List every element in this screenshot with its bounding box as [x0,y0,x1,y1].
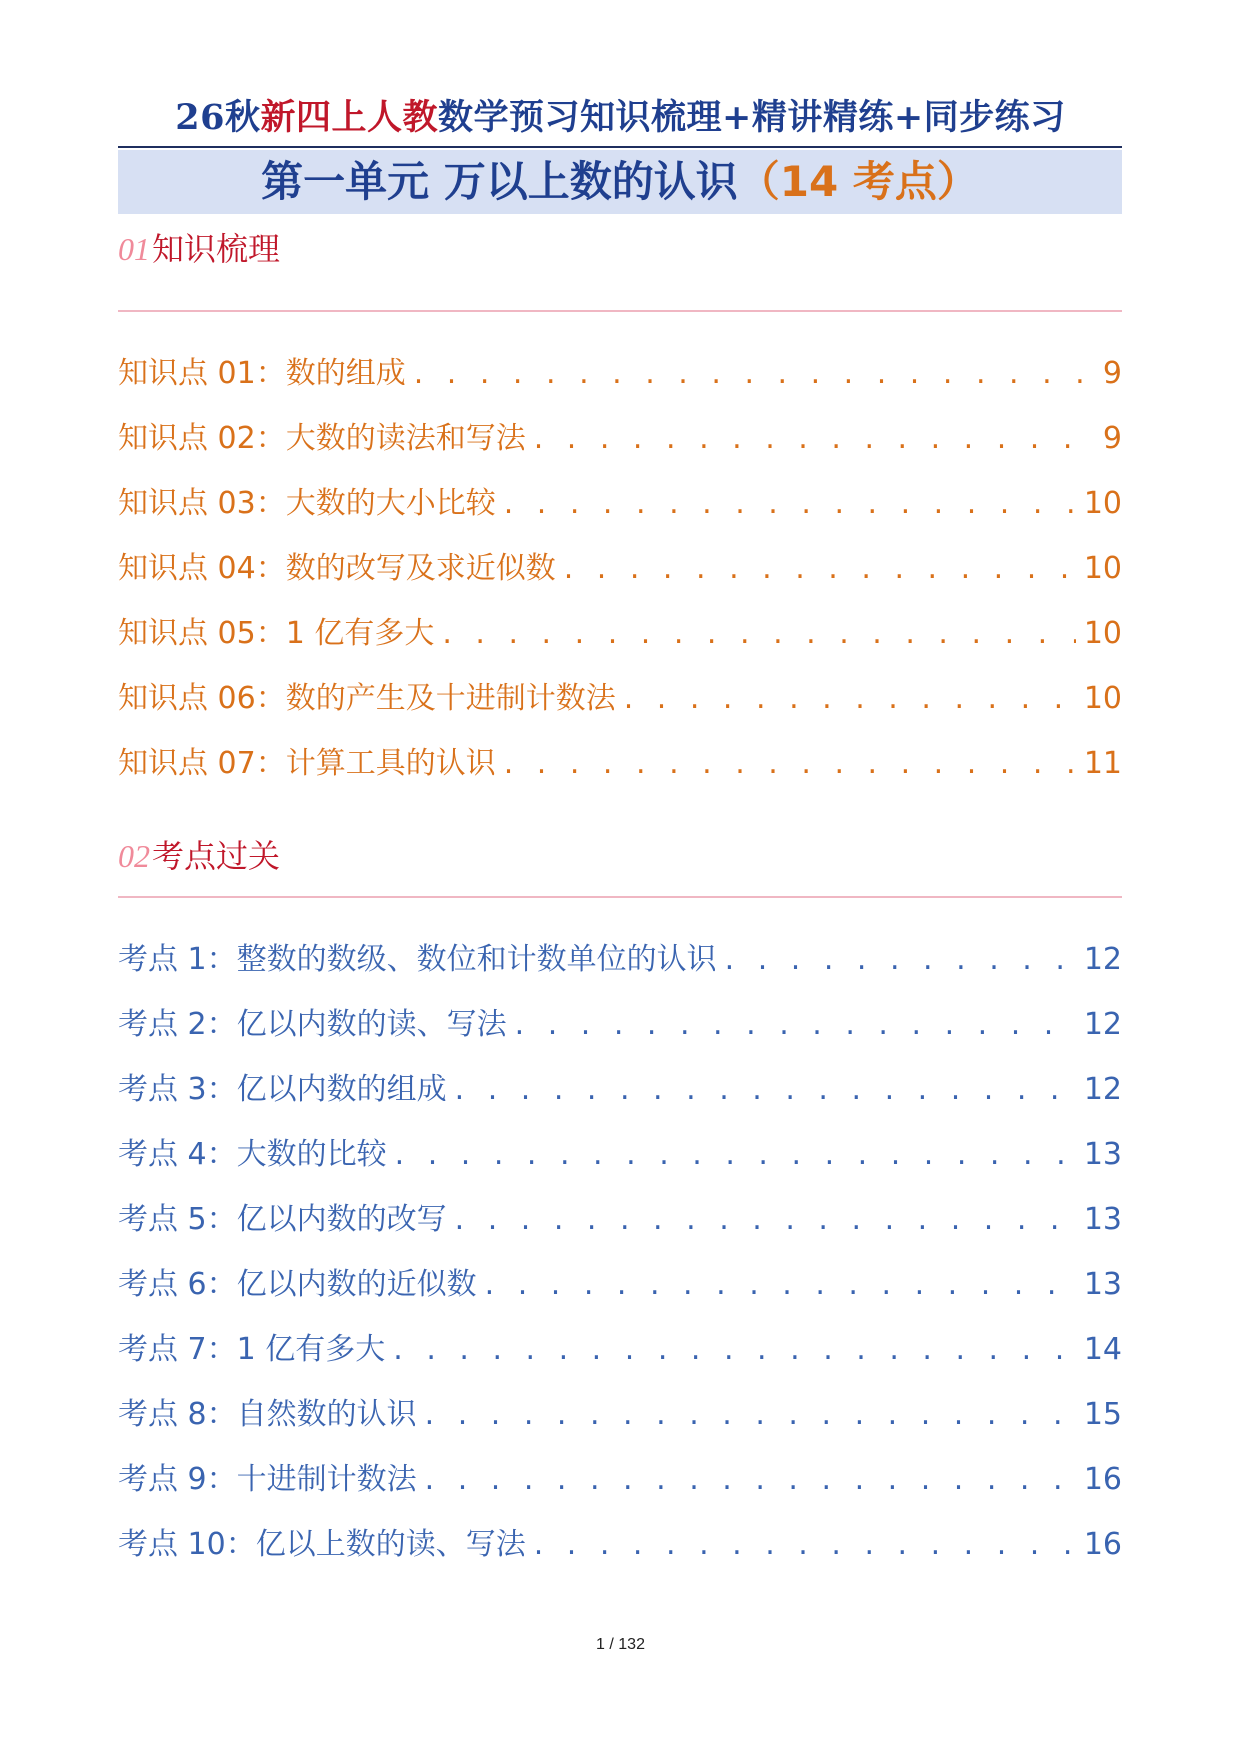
page-indicator: 1 / 132 [596,1636,645,1653]
toc-entry[interactable] [118,348,1122,413]
toc-entry[interactable] [118,413,1122,478]
section-title: 知识梳理 [152,230,281,268]
dot-leader [504,746,1076,781]
header-part-3: 数学预习知识梳理+精讲精练+同步练习 [438,97,1066,138]
toc-entry[interactable] [118,738,1122,803]
toc-entry-page: 14 [1083,1332,1122,1367]
section-number: 02 [118,838,150,874]
toc-entry-page: 12 [1083,1007,1122,1042]
toc-entry-label: 知识点 07：计算工具的认识 [118,746,496,781]
dot-leader [624,681,1076,716]
dot-leader [455,1202,1076,1237]
toc-entry-page: 12 [1083,1072,1122,1107]
toc-entry-label: 考点 1：整数的数级、数位和计数单位的认识 [118,942,717,977]
dot-leader [504,486,1076,521]
dot-leader [395,1137,1076,1172]
toc-entry-page: 13 [1083,1202,1122,1237]
toc-entry-page: 16 [1083,1462,1122,1497]
header-divider [118,146,1122,148]
toc-entry-page: 16 [1083,1527,1122,1562]
dot-leader [425,1462,1076,1497]
toc-entry-page: 9 [1102,421,1122,456]
header-part-2: 新四上人教 [260,97,439,138]
dot-leader [564,551,1076,586]
toc-entry-label: 考点 10：亿以上数的读、写法 [118,1527,526,1562]
section-number: 01 [118,231,150,267]
dot-leader [393,1332,1076,1367]
dot-leader [725,942,1076,977]
toc-entry-page: 11 [1083,746,1122,781]
toc-entry-label: 考点 3：亿以内数的组成 [118,1072,447,1107]
section-heading-exam-points [118,831,280,877]
toc-entry-label: 考点 7：1 亿有多大 [118,1332,386,1367]
toc-entry-page: 10 [1083,681,1122,716]
toc-entry[interactable] [118,999,1122,1064]
toc-entry[interactable] [118,1259,1122,1324]
toc-entry-page: 9 [1102,356,1122,391]
dot-leader [485,1267,1076,1302]
dot-leader [425,1397,1076,1432]
toc-entry[interactable] [118,1389,1122,1454]
toc-entry-page: 10 [1083,616,1122,651]
unit-title: 第一单元 万以上数的认识 [261,157,738,206]
toc-entry-label: 考点 5：亿以内数的改写 [118,1202,447,1237]
unit-title-banner [118,150,1122,214]
toc-entry[interactable] [118,1519,1122,1584]
toc-entry[interactable] [118,1454,1122,1519]
toc-entry-label: 知识点 06：数的产生及十进制计数法 [118,681,616,716]
toc-entry-page: 10 [1083,551,1122,586]
toc-entry[interactable] [118,543,1122,608]
toc-entry-label: 知识点 01：数的组成 [118,356,406,391]
toc-entry[interactable] [118,608,1122,673]
toc-entry-label: 考点 8：自然数的认识 [118,1397,417,1432]
toc-entry-page: 12 [1083,942,1122,977]
toc-entry-label: 考点 6：亿以内数的近似数 [118,1267,477,1302]
toc-entry-page: 13 [1083,1267,1122,1302]
section-title: 考点过关 [152,837,281,875]
section-divider [118,310,1122,312]
toc-entry-label: 知识点 03：大数的大小比较 [118,486,496,521]
section-divider [118,896,1122,898]
toc-entry-label: 考点 4：大数的比较 [118,1137,387,1172]
toc-list-knowledge [118,348,1122,803]
dot-leader [414,356,1095,391]
dot-leader [534,1527,1076,1562]
dot-leader [515,1007,1076,1042]
toc-entry-page: 15 [1083,1397,1122,1432]
toc-entry-label: 考点 9：十进制计数法 [118,1462,417,1497]
document-header-title [0,90,1241,140]
toc-entry-label: 知识点 04：数的改写及求近似数 [118,551,556,586]
toc-entry-label: 知识点 05：1 亿有多大 [118,616,435,651]
toc-entry[interactable] [118,1324,1122,1389]
toc-entry-label: 知识点 02：大数的读法和写法 [118,421,526,456]
toc-entry[interactable] [118,1064,1122,1129]
toc-entry[interactable] [118,673,1122,738]
toc-entry[interactable] [118,1129,1122,1194]
dot-leader [455,1072,1076,1107]
toc-entry-label: 考点 2：亿以内数的读、写法 [118,1007,507,1042]
toc-entry[interactable] [118,934,1122,999]
toc-entry[interactable] [118,478,1122,543]
section-heading-knowledge [118,224,280,270]
unit-count: （14 考点） [737,157,979,206]
dot-leader [442,616,1075,651]
toc-list-exam-points [118,934,1122,1584]
header-part-1: 26秋 [175,97,261,138]
toc-entry-page: 10 [1083,486,1122,521]
toc-entry-page: 13 [1083,1137,1122,1172]
dot-leader [534,421,1095,456]
toc-entry[interactable] [118,1194,1122,1259]
